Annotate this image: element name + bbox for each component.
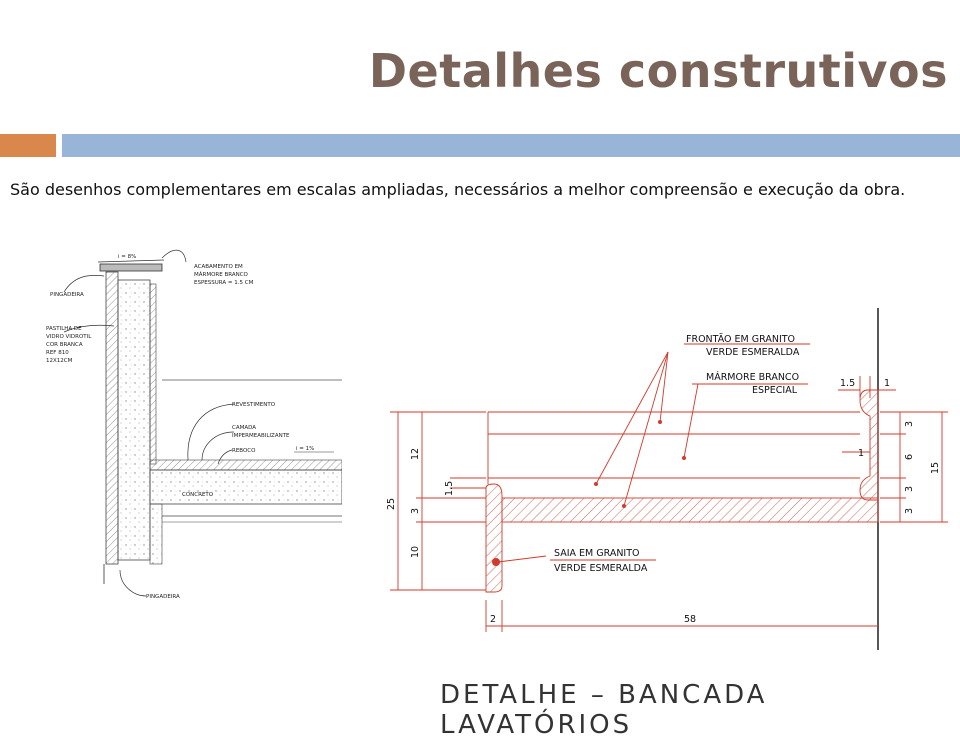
camada-label-2: IMPERMEABILIZANTE <box>232 433 290 439</box>
slope-top-label: i = 8% <box>118 254 137 260</box>
slope-floor-label: i = 1% <box>296 446 315 452</box>
dim-6: 6 <box>904 453 915 460</box>
countertop-section-drawing <box>376 300 960 656</box>
concreto-label: CONCRETO <box>182 492 214 498</box>
dim-15: 15 <box>930 461 941 474</box>
wall-section-drawing <box>34 246 342 610</box>
frontao-label-2: VERDE ESMERALDA <box>706 347 800 358</box>
dim-3-c: 3 <box>904 507 915 514</box>
dim-25: 25 <box>386 497 397 510</box>
dim-3-a: 3 <box>904 420 915 427</box>
wall-hatch-inner <box>150 284 156 464</box>
pastilha-label-5: 12X12CM <box>46 358 73 364</box>
dim-3-b: 3 <box>904 485 915 492</box>
dim-10: 10 <box>410 545 421 558</box>
pastilha-label-2: VIDRO VIDROTIL <box>46 334 92 340</box>
revestimento-label: REVESTIMENTO <box>232 402 276 408</box>
acabamento-label-2: MÁRMORE BRANCO <box>194 272 248 278</box>
backsplash-shape <box>860 390 878 500</box>
acabamento-label-3: ESPESSURA = 1.5 CM <box>194 280 254 286</box>
saia-label-2: VERDE ESMERALDA <box>554 563 648 574</box>
dim-58: 58 <box>684 614 697 625</box>
slab-lower-wall <box>150 504 162 564</box>
marmore-label-2: ESPECIAL <box>752 385 797 396</box>
pingadeira-top-label: PINGADEIRA <box>50 292 84 298</box>
countertop-slab <box>502 498 878 522</box>
saia-label-1: SAIA EM GRANITO <box>554 548 640 559</box>
dim-1-top: 1 <box>884 378 891 389</box>
camada-label-1: CAMADA <box>232 425 257 431</box>
wall-hatch-outer <box>106 272 118 564</box>
acabamento-label-1: ACABAMENTO EM <box>194 264 243 270</box>
dim-1-mid: 1 <box>858 448 865 459</box>
drawing-caption: DETALHE – BANCADA LAVATÓRIOS <box>440 680 768 740</box>
header-bar <box>62 134 960 157</box>
skirt-shape <box>486 484 502 592</box>
pingadeira-bottom-label: PINGADEIRA <box>146 594 180 600</box>
dim-3-left: 3 <box>410 507 421 514</box>
pastilha-label-4: REF 810 <box>46 350 69 356</box>
dim-2: 2 <box>490 614 497 625</box>
frontao-label-1: FRONTÃO EM GRANITO <box>686 334 796 345</box>
pastilha-label-1: PASTILHA DE <box>46 326 82 332</box>
slab-hatch <box>150 460 342 470</box>
dim-1-5-top: 1.5 <box>840 378 856 389</box>
dim-12: 12 <box>410 447 421 460</box>
dim-1-5-left: 1.5 <box>444 480 455 496</box>
reboco-label: REBOCO <box>232 448 256 454</box>
slab-concrete <box>150 470 342 504</box>
marmore-label-1: MÁRMORE BRANCO <box>706 372 800 383</box>
header-accent-bar <box>0 134 56 157</box>
pastilha-label-3: COR BRANCA <box>46 342 83 348</box>
slide-title: Detalhes construtivos <box>368 44 948 98</box>
capstone <box>100 264 162 271</box>
wall-concrete <box>118 280 150 560</box>
slide-body-text: São desenhos complementares em escalas ampliadas, necessários a melhor compreensão e execução da obra. <box>10 180 906 199</box>
